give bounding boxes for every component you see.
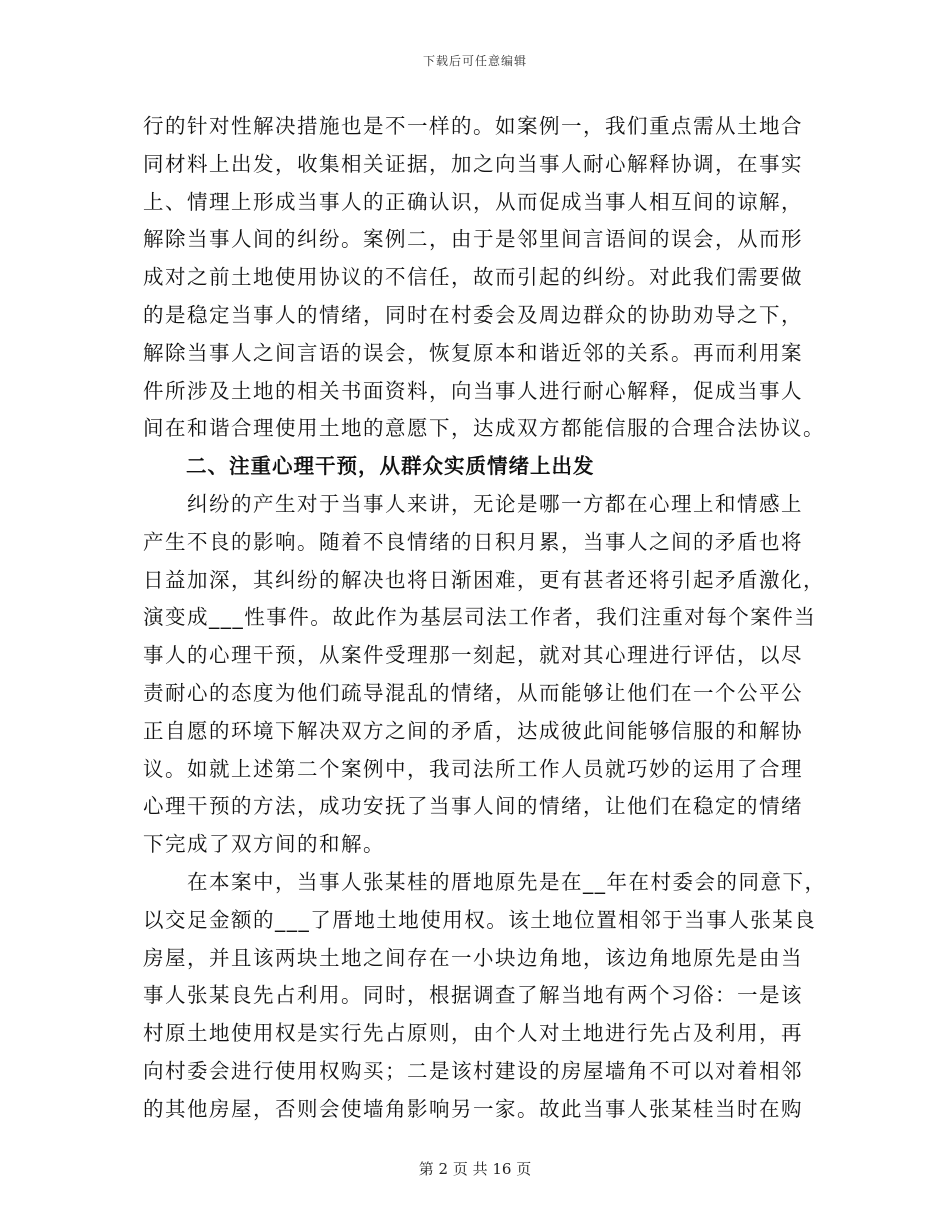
page-header: 下载后可任意编辑 (422, 54, 527, 68)
body-line: 纠纷的产生对于当事人来讲，无论是哪一方都在心理上和情感上 (143, 491, 803, 516)
body-line: 同材料上出发，收集相关证据，加之向当事人耐心解释协调，在事实 (143, 151, 803, 176)
body-line: 以交足金额的___了厝地土地使用权。该土地位置相邻于当事人张某良 (143, 907, 817, 932)
body-line: 件所涉及土地的相关书面资料，向当事人进行耐心解释，促成当事人 (143, 378, 803, 403)
body-line: 事人张某良先占利用。同时，根据调查了解当地有两个习俗：一是该 (143, 983, 803, 1008)
body-line: 间在和谐合理使用土地的意愿下，达成双方都能信服的合理合法协议。 (143, 416, 825, 441)
body-line: 的是稳定当事人的情绪，同时在村委会及周边群众的协助劝导之下， (143, 302, 803, 327)
body-line: 心理干预的方法，成功安抚了当事人间的情绪，让他们在稳定的情绪 (143, 794, 803, 819)
body-line: 日益加深，其纠纷的解决也将日渐困难，更有甚者还将引起矛盾激化， (143, 567, 825, 592)
body-line: 下完成了双方间的和解。 (143, 832, 385, 857)
body-line: 村原土地使用权是实行先占原则，由个人对土地进行先占及利用，再 (143, 1021, 803, 1046)
body-line: 正自愿的环境下解决双方之间的矛盾，达成彼此间能够信服的和解协 (143, 718, 803, 743)
body-line: 房屋，并且该两块土地之间存在一小块边角地，该边角地原先是由当 (143, 945, 803, 970)
body-line: 行的针对性解决措施也是不一样的。如案例一，我们重点需从土地合 (143, 114, 803, 138)
body-line: 议。如就上述第二个案例中，我司法所工作人员就巧妙的运用了合理 (143, 756, 803, 781)
body-line: 产生不良的影响。随着不良情绪的日积月累，当事人之间的矛盾也将 (143, 529, 803, 554)
page-footer: 第 2 页 共 16 页 (418, 1160, 532, 1178)
body-line: 演变成___性事件。故此作为基层司法工作者，我们注重对每个案件当 (143, 605, 817, 630)
body-line: 解除当事人之间言语的误会，恢复原本和谐近邻的关系。再而利用案 (143, 340, 803, 365)
body-line: 的其他房屋，否则会使墙角影响另一家。故此当事人张某桂当时在购 (143, 1096, 803, 1121)
body-line: 上、情理上形成当事人的正确认识，从而促成当事人相互间的谅解， (143, 189, 803, 214)
body-line: 成对之前土地使用协议的不信任，故而引起的纠纷。对此我们需要做 (143, 265, 803, 290)
body-line: 责耐心的态度为他们疏导混乱的情绪，从而能够让他们在一个公平公 (143, 680, 803, 705)
body-line: 向村委会进行使用权购买；二是该村建设的房屋墙角不可以对着相邻 (143, 1058, 803, 1083)
document-body (143, 108, 827, 1129)
body-line: 解除当事人间的纠纷。案例二，由于是邻里间言语间的误会，从而形 (143, 227, 803, 252)
body-line: 在本案中，当事人张某桂的厝地原先是在__年在村委会的同意下， (143, 869, 827, 894)
section-heading: 二、注重心理干预，从群众实质情绪上出发 (143, 454, 595, 479)
body-line: 事人的心理干预，从案件受理那一刻起，就对其心理进行评估，以尽 (143, 643, 803, 668)
